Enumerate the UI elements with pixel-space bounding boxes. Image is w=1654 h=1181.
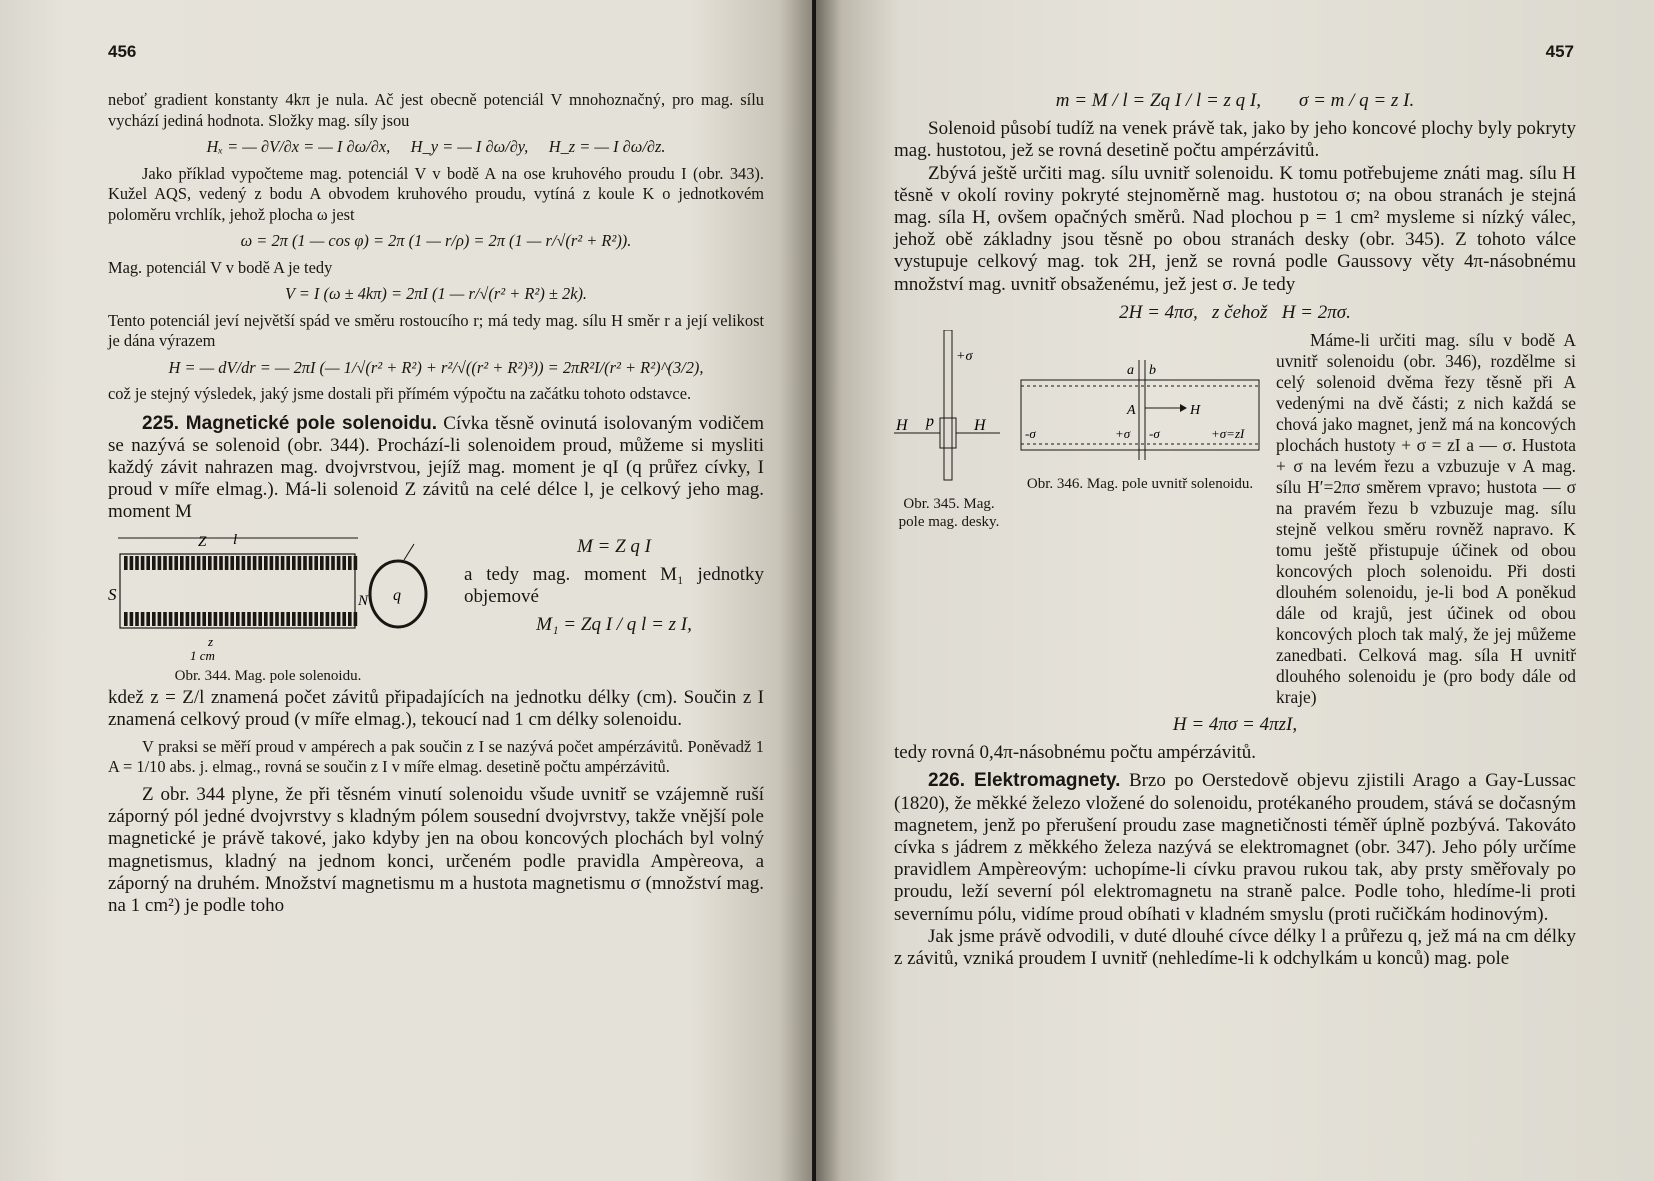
coil-winding-top — [225, 556, 229, 570]
coil-winding-top — [326, 556, 330, 570]
coil-winding-top — [163, 556, 167, 570]
coil-winding-top — [174, 556, 178, 570]
coil-winding-bottom — [281, 612, 285, 626]
coil-winding-top — [146, 556, 150, 570]
coil-winding-bottom — [158, 612, 162, 626]
label-N: N — [358, 592, 369, 609]
coil-winding-top — [348, 556, 352, 570]
section-226-text: Brzo po Oerstedově objevu zjistili Arago a Gay-Lussac (1820), že měkké železo vložené do solenoidu, protékaného proudem, stává se dočasným magnetem, jenž po přerušení proudu zase magnetičnosti téměř úplně pozbývá. Takováto cívka s jádrem z měkkého železa nazývá se elektromagnet (obr. 347). Jeho póly určíme pravidlem Ampèreovým: uchopíme-li cívku pravou rukou tak, aby prsty směřovaly po proudu, leží severní pól elektromagnetu na straně palce. Podle toho, hledíme-li proti severnímu pólu, vidíme proud obíhati v kladném smyslu (proti ručičkám hodinovým). — [894, 770, 1576, 925]
section-225-text: Cívka těsně ovinutá isolovaným vodičem se nazývá se solenoid (obr. 344). Prochází-li solenoidem proud, můžeme si mysliti každý závit nahrazen mag. dvojvrstvou, jejíž mag. moment je qI (q průřez cívky, I proud v míře elmag.). Má-li solenoid Z závitů na celé délce l, je celkový jeho mag. moment M — [108, 412, 764, 523]
equation-potential: V = I (ω ± 4kπ) = 2πI (1 — r/√(r² + R²) ± 2k). — [284, 284, 588, 303]
coil-winding-bottom — [152, 612, 156, 626]
coil-winding-bottom — [219, 612, 223, 626]
coil-winding-bottom — [214, 612, 218, 626]
coil-winding-top — [141, 556, 145, 570]
figure-344-sidetext — [464, 530, 764, 643]
coil-winding-bottom — [331, 612, 335, 626]
coil-winding-top — [135, 556, 139, 570]
figure-345 — [894, 330, 1004, 531]
coil-winding-bottom — [348, 612, 352, 626]
coil-winding-top — [286, 556, 290, 570]
equation-M: M = Z q I — [576, 535, 652, 557]
coil-winding-top — [298, 556, 302, 570]
solenoid-diagram — [108, 530, 428, 662]
field-inside-paragraph: Zbývá ještě určiti mag. sílu uvnitř solenoidu. K tomu potřebujeme znáti mag. sílu H těsně v okolí roviny pokryté stejnoměrně mag. hustotou σ; na obou stranách je stejná mag. síla H, ovšem opačných směrů. Nad plochou p = 1 cm² mysleme si nízký válec, jehož obě základny jsou těsně po obou stranách desky (obr. 345). Z tohoto válce vystupuje celkový mag. tok 2H, jenž se rovná podle Gaussovy věty 4π-násobnému množství mag. uvnitř obsaženému, jež jest σ. Je tedy — [894, 162, 1576, 295]
coil-winding-top — [230, 556, 234, 570]
label-z: z — [208, 633, 214, 649]
label-minus-sigma-1: -σ — [1025, 426, 1036, 442]
label-plus-sigma: +σ — [956, 349, 973, 365]
ampere-turns-text: tedy rovná 0,4π-násobnému počtu ampérzávitů. — [894, 742, 1257, 764]
coil-winding-top — [247, 556, 251, 570]
label-plus-sigma-zI: +σ=zI — [1211, 426, 1245, 442]
figure-346-caption: Obr. 346. Mag. pole uvnitř solenoidu. — [1026, 476, 1254, 493]
coil-winding-top — [152, 556, 156, 570]
figure-345-caption: Obr. 345. Mag. pole mag. desky. — [898, 496, 1000, 531]
kdez-paragraph: kdež z = Z/l znamená počet závitů připadajících na jednotku délky (cm). Součin z I znamená celkový proud (v míře elmag.), tekoucí nad 1 cm délky solenoidu. — [108, 686, 764, 730]
label-l: l — [233, 531, 238, 548]
coil-winding-bottom — [225, 612, 229, 626]
coil-winding-top — [214, 556, 218, 570]
coil-winding-top — [124, 556, 128, 570]
coil-winding-bottom — [298, 612, 302, 626]
section-225-paragraph — [108, 413, 764, 524]
label-a: a — [1127, 363, 1134, 379]
coil-winding-bottom — [309, 612, 313, 626]
figure-344-caption: Obr. 344. Mag. pole solenoidu. — [174, 667, 362, 684]
intro-paragraph: neboť gradient konstanty 4kπ je nula. Ač jest obecně potenciál V mnohoznačný, pro mag. sílu vychází jediná hodnota. Složky mag. síly jsou — [108, 90, 764, 130]
label-1cm: 1 cm — [190, 647, 215, 662]
coil-winding-top — [208, 556, 212, 570]
coil-winding-bottom — [169, 612, 173, 626]
mag-plate-diagram — [894, 330, 1004, 490]
praxis-paragraph: V praksi se měří proud v ampérech a pak součin z I se nazývá počet ampérzávitů. Poněvadž 1 A = 1/10 abs. j. elmag., rovná se součin z I v míře elmag. desetině počtu ampérzávitů. — [108, 736, 764, 777]
label-A: A — [1127, 403, 1136, 419]
coil-winding-top — [180, 556, 184, 570]
coil-winding-bottom — [230, 612, 234, 626]
label-H: H — [1190, 403, 1201, 419]
coil-winding-bottom — [286, 612, 290, 626]
coil-winding-top — [331, 556, 335, 570]
coil-winding-top — [258, 556, 262, 570]
obr344-paragraph: Z obr. 344 plyne, že při těsném vinutí solenoidu všude uvnitř se vzájemně ruší záporný pól jedné dvojvrstvy s kladným pólem sousední dvojvrstvy, takže vnější pole magnetické je právě takové, jako kdyby jen na obou koncových plochách byl volný magnetismus, kladný na jednom konci, určeném podle pravidla Ampèreova, a záporný na druhém. Množství magnetismu m a hustota magnetismu σ (množství mag. na 1 cm²) je podle toho — [108, 783, 764, 916]
coil-winding-bottom — [146, 612, 150, 626]
figure-346-sidetext — [1276, 330, 1576, 708]
coil-winding-top — [202, 556, 206, 570]
coil-winding-top — [253, 556, 257, 570]
figure-344-row — [108, 530, 764, 685]
coil-winding-top — [354, 556, 358, 570]
coil-winding-bottom — [320, 612, 324, 626]
coil-winding-bottom — [163, 612, 167, 626]
coil-winding-bottom — [258, 612, 262, 626]
figure-346 — [1015, 360, 1265, 493]
right-page — [816, 0, 1654, 1181]
coil-winding-top — [309, 556, 313, 570]
coil-winding-top — [197, 556, 201, 570]
same-result-text: což je stejný výsledek, jaký jsme dostali při přímém výpočtu na začátku tohoto odstavce. — [108, 384, 692, 403]
coil-winding-bottom — [337, 612, 341, 626]
coil-winding-bottom — [174, 612, 178, 626]
coil-winding-top — [292, 556, 296, 570]
coil-winding-top — [186, 556, 190, 570]
coil-winding-bottom — [191, 612, 195, 626]
coil-winding-top — [130, 556, 134, 570]
coil-winding-top — [314, 556, 318, 570]
coil-winding-top — [281, 556, 285, 570]
mag-potential-text: Mag. potenciál V v bodě A je tedy — [108, 257, 333, 277]
coil-winding-bottom — [242, 612, 246, 626]
coil-winding-top — [337, 556, 341, 570]
coil-winding-top — [219, 556, 223, 570]
coil-winding-top — [158, 556, 162, 570]
equation-field-h: H = — dV/dr = — 2πI (— 1/√(r² + R²) + r²/√((r² + R²)³)) = 2πR²I/(r² + R²)^(3/2), — [168, 357, 704, 377]
hollow-coil-paragraph: Jak jsme právě odvodili, v duté dlouhé cívce délky l a průřezu q, jež má na cm délky z závitů, vzniká proudem I uvnitř (nehledíme-li k odchylkám u konců) mag. pole — [894, 925, 1576, 970]
solenoid-inside-diagram — [1015, 360, 1265, 470]
figures-345-346-row — [894, 330, 1576, 708]
coil-winding-bottom — [264, 612, 268, 626]
equation-H-inside: H = 4πσ = 4πzI, — [1172, 714, 1298, 736]
coil-winding-bottom — [141, 612, 145, 626]
section-226-title: 226. Elektromagnety. — [928, 770, 1121, 792]
coil-winding-bottom — [186, 612, 190, 626]
coil-winding-bottom — [180, 612, 184, 626]
coil-winding-bottom — [197, 612, 201, 626]
coil-winding-top — [303, 556, 307, 570]
label-Z: Z — [198, 533, 207, 550]
coil-winding-bottom — [236, 612, 240, 626]
section-226-paragraph — [894, 770, 1576, 925]
figure-344 — [108, 530, 428, 685]
coil-winding-bottom — [208, 612, 212, 626]
label-minus-sigma-2: -σ — [1149, 426, 1160, 442]
coil-winding-bottom — [314, 612, 318, 626]
coil-winding-top — [270, 556, 274, 570]
gradient-paragraph: Tento potenciál jeví největší spád ve směru rostoucího r; má tedy mag. sílu H směr r a její velikost je dána výrazem — [108, 310, 764, 350]
coil-winding-bottom — [292, 612, 296, 626]
equation-2H: 2H = 4πσ, z čehož H = 2πσ. — [1119, 301, 1351, 323]
equation-M1: M₁ = Zq I / q l = z I, — [536, 614, 692, 636]
coil-winding-bottom — [342, 612, 346, 626]
coil-winding-bottom — [270, 612, 274, 626]
coil-winding-bottom — [275, 612, 279, 626]
label-q: q — [393, 586, 401, 604]
coil-winding-top — [264, 556, 268, 570]
page-number-right: 457 — [1545, 42, 1574, 61]
point-A-paragraph: Máme-li určiti mag. sílu v bodě A uvnitř solenoidu (obr. 346), rozdělme si celý solenoid dvěma řezy těsně při A vedenými na dvě části; z nich každá se chová jako magnet, jenž má na koncových plochách hustoty + σ = zI a — σ. Hustota + σ na levém řezu a vzbuzuje v A mag. sílu H′=2πσ směrem vpravo; hustota — σ na pravém řezu b vzbuzuje mag. sílu stejně velkou směru rovněž napravo. K tomu ještě přistupuje účinek od obou koncových ploch solenoidu. Při dosti dlouhém solenoidu, je-li bod A poněkud dále od krajů, jest účinek od obou koncových ploch tak malý, že jej můžeme zanedbati. Celková mag. síla H uvnitř dlouhého solenoidu je (pro body dále od kraje) — [1276, 330, 1576, 708]
label-p: p — [926, 413, 934, 431]
coil-winding-bottom — [202, 612, 206, 626]
section-225-title: 225. Magnetické pole solenoidu. — [142, 412, 437, 434]
coil-winding-top — [191, 556, 195, 570]
example-paragraph: Jako příklad vypočteme mag. potenciál V v bodě A na ose kruhového proudu I (obr. 343). Kužel AQS, vedený z bodu A obvodem kruhového proudu, vytíná z koule K o jednotkovém poloměru vrchlík, jehož plocha ω jest — [108, 163, 764, 224]
equation-m-sigma: m = M / l = Zq I / l = z q I, σ = m / q = z I. — [1055, 90, 1415, 111]
label-S: S — [108, 584, 117, 604]
equation-omega: ω = 2π (1 — cos φ) = 2π (1 — r/ρ) = 2π (1 — r/√(r² + R²)). — [240, 231, 632, 250]
solenoid-coils — [124, 556, 357, 626]
moment-text: a tedy mag. moment M₁ jednotky objemové — [464, 563, 764, 607]
coil-winding-top — [320, 556, 324, 570]
coil-winding-top — [342, 556, 346, 570]
coil-winding-top — [169, 556, 173, 570]
coil-winding-top — [236, 556, 240, 570]
left-page — [0, 0, 812, 1181]
coil-winding-bottom — [303, 612, 307, 626]
coil-winding-bottom — [247, 612, 251, 626]
label-H-right: H — [974, 417, 986, 435]
label-b: b — [1149, 363, 1156, 379]
coil-winding-bottom — [354, 612, 358, 626]
coil-winding-bottom — [253, 612, 257, 626]
solenoid-paragraph: Solenoid působí tudíž na venek právě tak, jako by jeho koncové plochy byly pokryty mag. hustotou, jež se rovná desetině počtu ampérzávitů. — [894, 118, 1576, 162]
coil-winding-bottom — [124, 612, 128, 626]
label-plus-sigma-1: +σ — [1115, 426, 1131, 442]
coil-winding-bottom — [130, 612, 134, 626]
label-H-left: H — [896, 417, 908, 435]
coil-winding-top — [275, 556, 279, 570]
page-number-left: 456 — [108, 42, 137, 61]
coil-winding-top — [242, 556, 246, 570]
coil-winding-bottom — [135, 612, 139, 626]
equation-field-components: Hₓ = — ∂V/∂x = — I ∂ω/∂x, H_y = — I ∂ω/∂y, H_z = — I ∂ω/∂z. — [206, 137, 666, 156]
coil-winding-bottom — [326, 612, 330, 626]
